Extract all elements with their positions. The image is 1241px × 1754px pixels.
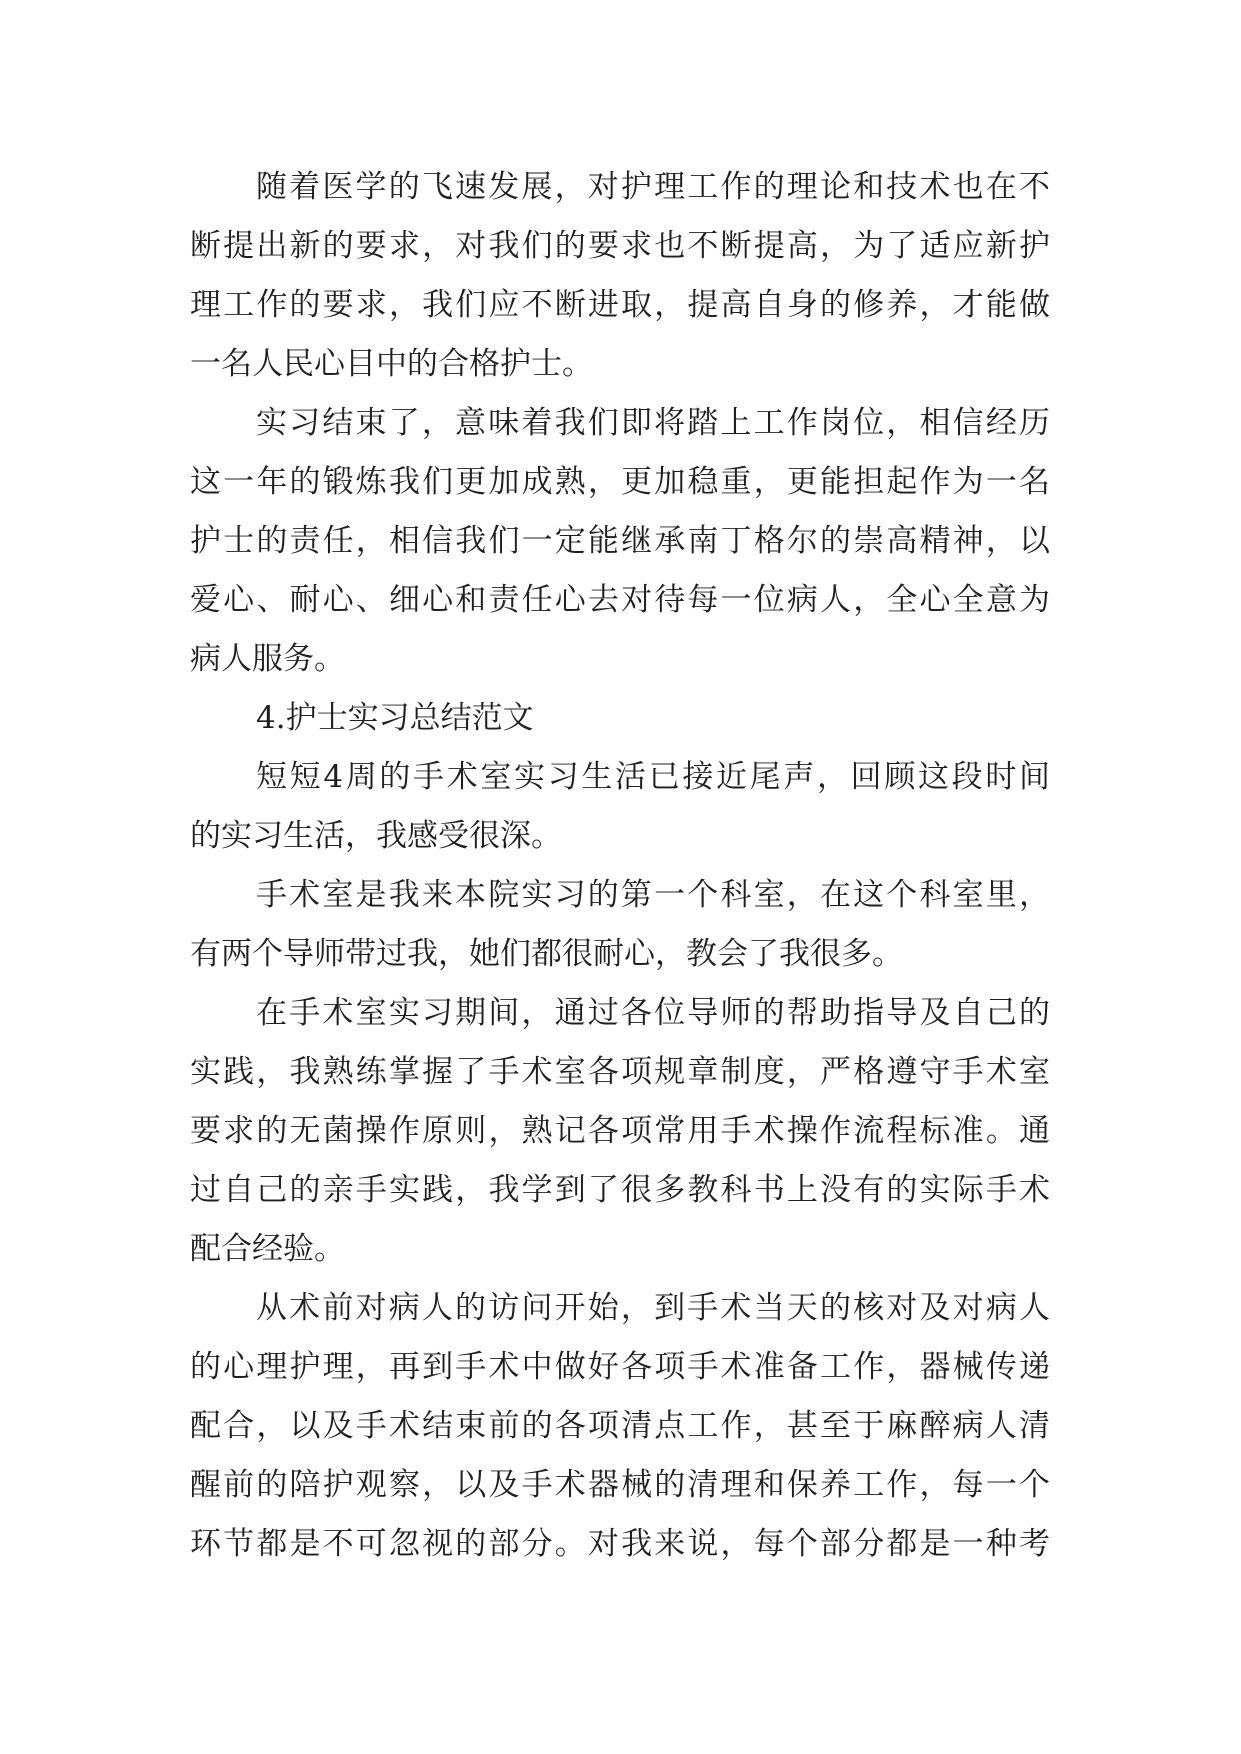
text-line: 随着医学的飞速发展，对护理工作的理论和技术也在不 — [256, 169, 1050, 205]
text-line: 4.护士实习总结范文 — [256, 700, 534, 736]
text-line: 的心理护理，再到手术中做好各项手术准备工作，器械传递 — [190, 1349, 1050, 1385]
text-line: 短短4周的手术室实习生活已接近尾声，回顾这段时间 — [256, 759, 1050, 795]
text-line: 环节都是不可忽视的部分。对我来说，每个部分都是一种考 — [190, 1526, 1050, 1562]
text-line: 配合经验。 — [190, 1231, 345, 1267]
text-line: 配合，以及手术结束前的各项清点工作，甚至于麻醉病人清 — [190, 1408, 1050, 1444]
text-line: 要求的无菌操作原则，熟记各项常用手术操作流程标准。通 — [190, 1113, 1050, 1149]
text-line: 从术前对病人的访问开始，到手术当天的核对及对病人 — [256, 1290, 1050, 1326]
text-line: 过自己的亲手实践，我学到了很多教科书上没有的实际手术 — [190, 1172, 1050, 1208]
text-line: 断提出新的要求，对我们的要求也不断提高，为了适应新护 — [190, 228, 1050, 264]
text-line: 病人服务。 — [190, 641, 345, 677]
text-line: 实习结束了，意味着我们即将踏上工作岗位，相信经历 — [256, 405, 1050, 441]
text-line: 理工作的要求，我们应不断进取，提高自身的修养，才能做 — [190, 287, 1050, 323]
text-line: 一名人民心目中的合格护士。 — [190, 346, 593, 382]
text-line: 这一年的锻炼我们更加成熟，更加稳重，更能担起作为一名 — [190, 464, 1050, 500]
document-body — [190, 158, 1050, 1574]
text-line: 的实习生活，我感受很深。 — [190, 818, 562, 854]
text-line: 护士的责任，相信我们一定能继承南丁格尔的崇高精神，以 — [190, 523, 1050, 559]
text-line: 手术室是我来本院实习的第一个科室，在这个科室里， — [256, 877, 1050, 913]
text-line: 在手术室实习期间，通过各位导师的帮助指导及自己的 — [256, 995, 1050, 1031]
text-line: 有两个导师带过我，她们都很耐心，教会了我很多。 — [190, 936, 903, 972]
text-line: 爱心、耐心、细心和责任心去对待每一位病人，全心全意为 — [190, 582, 1050, 618]
text-line: 醒前的陪护观察，以及手术器械的清理和保养工作，每一个 — [190, 1467, 1050, 1503]
text-line: 实践，我熟练掌握了手术室各项规章制度，严格遵守手术室 — [190, 1054, 1050, 1090]
